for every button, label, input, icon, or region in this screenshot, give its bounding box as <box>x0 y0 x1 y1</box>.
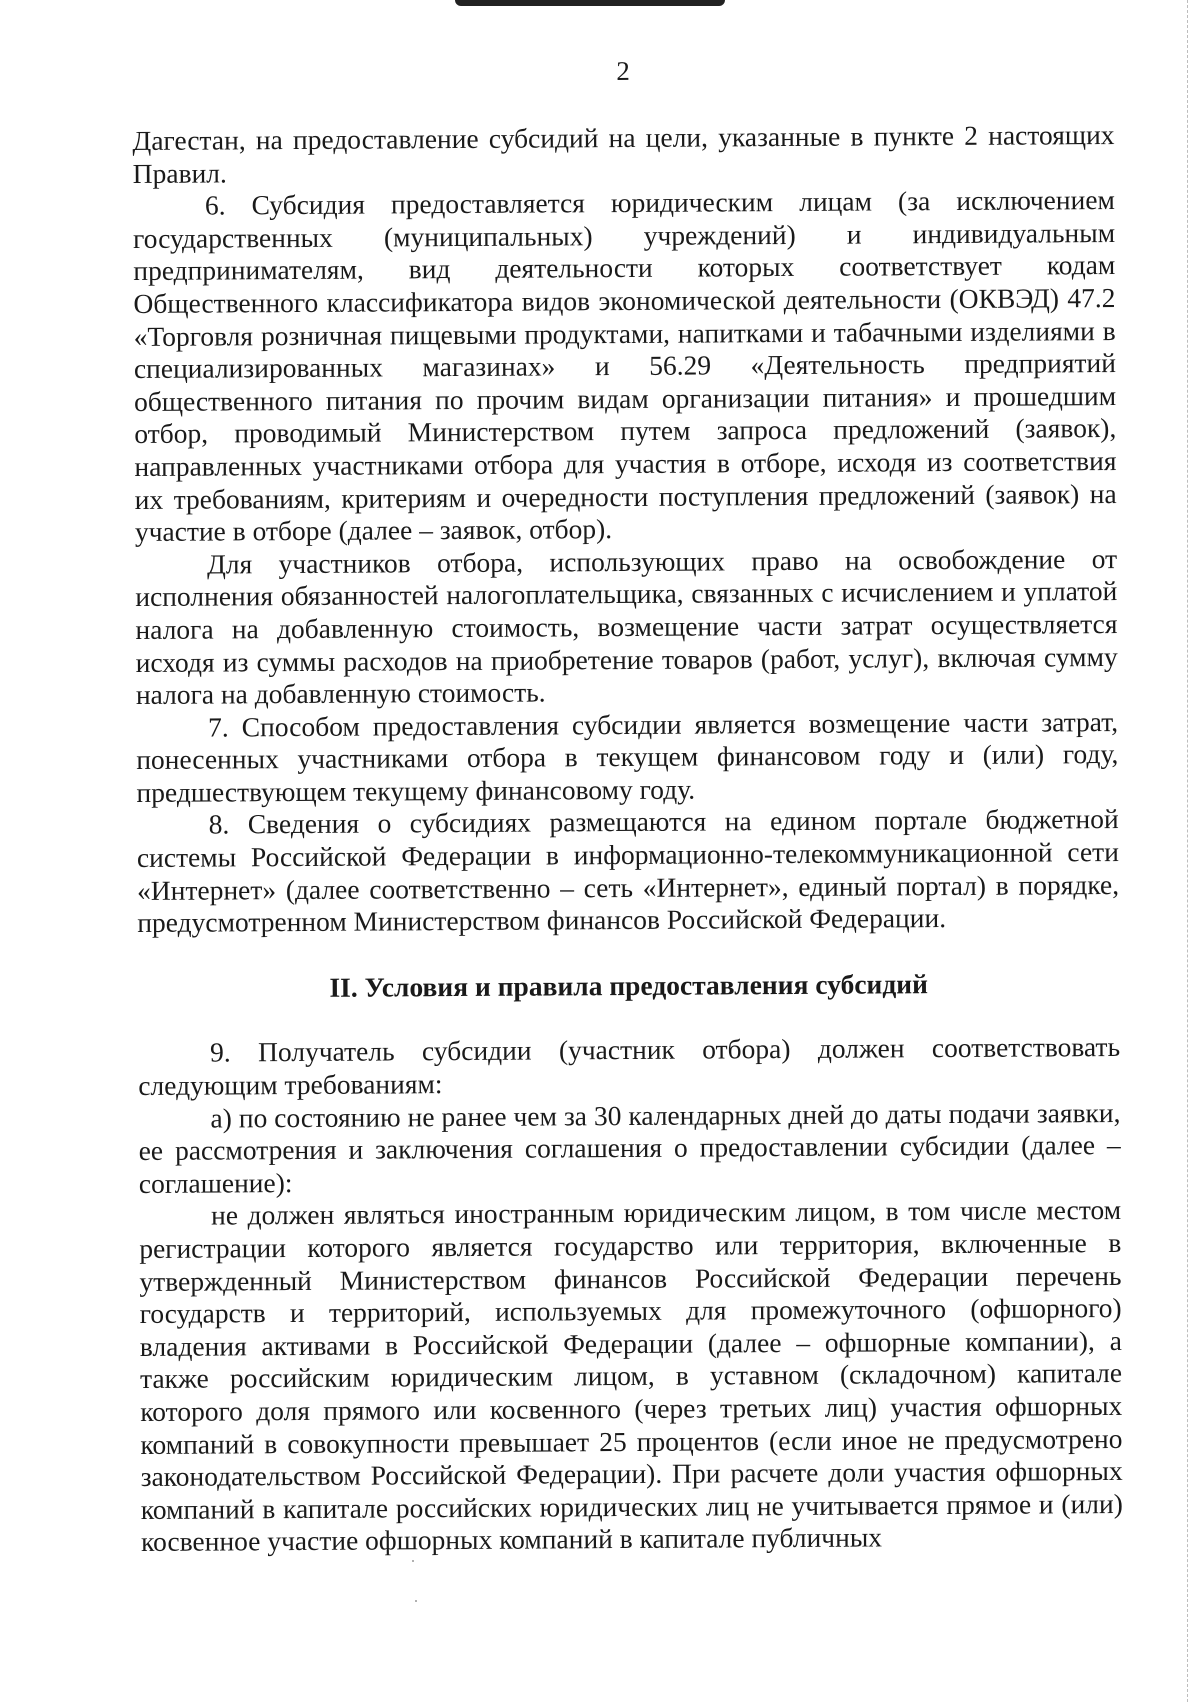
scan-speck <box>415 1600 417 1602</box>
section-heading: II. Условия и правила предоставления субсидий <box>329 967 929 1003</box>
paragraph-item-8: 8. Сведения о субсидиях размещаются на едином портале бюджетной системы Российской Федерации в информационно-телекоммуникационной сети «Интернет» (далее соответственно – сеть «Интернет», единый портал) в порядке, предусмотренном Министерством финансов Российской Федерации. <box>136 803 1120 939</box>
scan-speck <box>412 1560 414 1562</box>
document-page <box>132 52 1123 1559</box>
paragraph-continuation: Дагестан, на предоставление субсидий на цели, указанные в пункте 2 настоящих Правил. <box>132 119 1115 189</box>
paragraph-item-9: 9. Получатель субсидии (участник отбора) должен соответствовать следующим требованиям: <box>138 1031 1121 1102</box>
paragraph-item-6-vat: Для участников отбора, использующих право на освобождение от исполнения обязанностей налогоплательщика, связанных с исчислением и уплатой налога на добавленную стоимость, возмещение части затрат осуществляется исходя из суммы расходов на приобретение товаров (работ, услуг), включая сумму налога на добавленную стоимость. <box>135 542 1118 711</box>
paragraph-item-9a: а) по состоянию не ранее чем за 30 календарных дней до даты подачи заявки, ее рассмотрения и заключения соглашения о предоставлении субсидии (далее – соглашение): <box>138 1096 1121 1199</box>
scan-edge-line <box>1187 0 1188 1702</box>
paragraphs-after-heading <box>138 1031 1123 1558</box>
paragraphs-before-heading <box>132 119 1119 940</box>
page-number: 2 <box>616 55 630 87</box>
scan-binding-mark <box>455 0 725 6</box>
paragraph-item-6: 6. Субсидия предоставляется юридическим лицам (за исключением государственных (муниципальных) учреждений) и индивидуальным предпринимателям, вид деятельности которых соответствует кодам Общественного классификатора видов экономической деятельности (ОКВЭД) 47.2 «Торговля розничная пищевыми продуктами, напитками и табачными изделиями в специализированных магазинах» и 56.29 «Деятельность предприятий общественного питания по прочим видам организации питания» и прошедшим отбор, проводимый Министерством путем запроса предложений (заявок), направленных участниками отбора для участия в отборе, исходя из соответствия их требованиям, критериям и очередности поступления предложений (заявок) на участие в отборе (далее – заявок, отбор). <box>133 184 1117 548</box>
paragraph-item-7: 7. Способом предоставления субсидии является возмещение части затрат, понесенных участниками отбора в текущем финансовом году и (или) году, предшествующем текущему финансовому году. <box>136 705 1119 808</box>
paragraph-item-9a-offshore: не должен являться иностранным юридическим лицом, в том числе местом регистрации которого является государство или территория, включенные в утвержденный Министерством финансов Российской Федерации перечень государств и территорий, используемых для промежуточного (офшорного) владения активами в Российской Федерации (далее – офшорные компании), а также российским юридическим лицом, в уставном (складочном) капитале которого доля прямого или косвенного (через третьих лиц) участия офшорных компаний в совокупности превышает 25 процентов (если иное не предусмотрено законодательством Российской Федерации). При расчете доли участия офшорных компаний в капитале российских юридических лиц не учитывается прямое и (или) косвенное участие офшорных компаний в капитале публичных <box>139 1194 1123 1558</box>
